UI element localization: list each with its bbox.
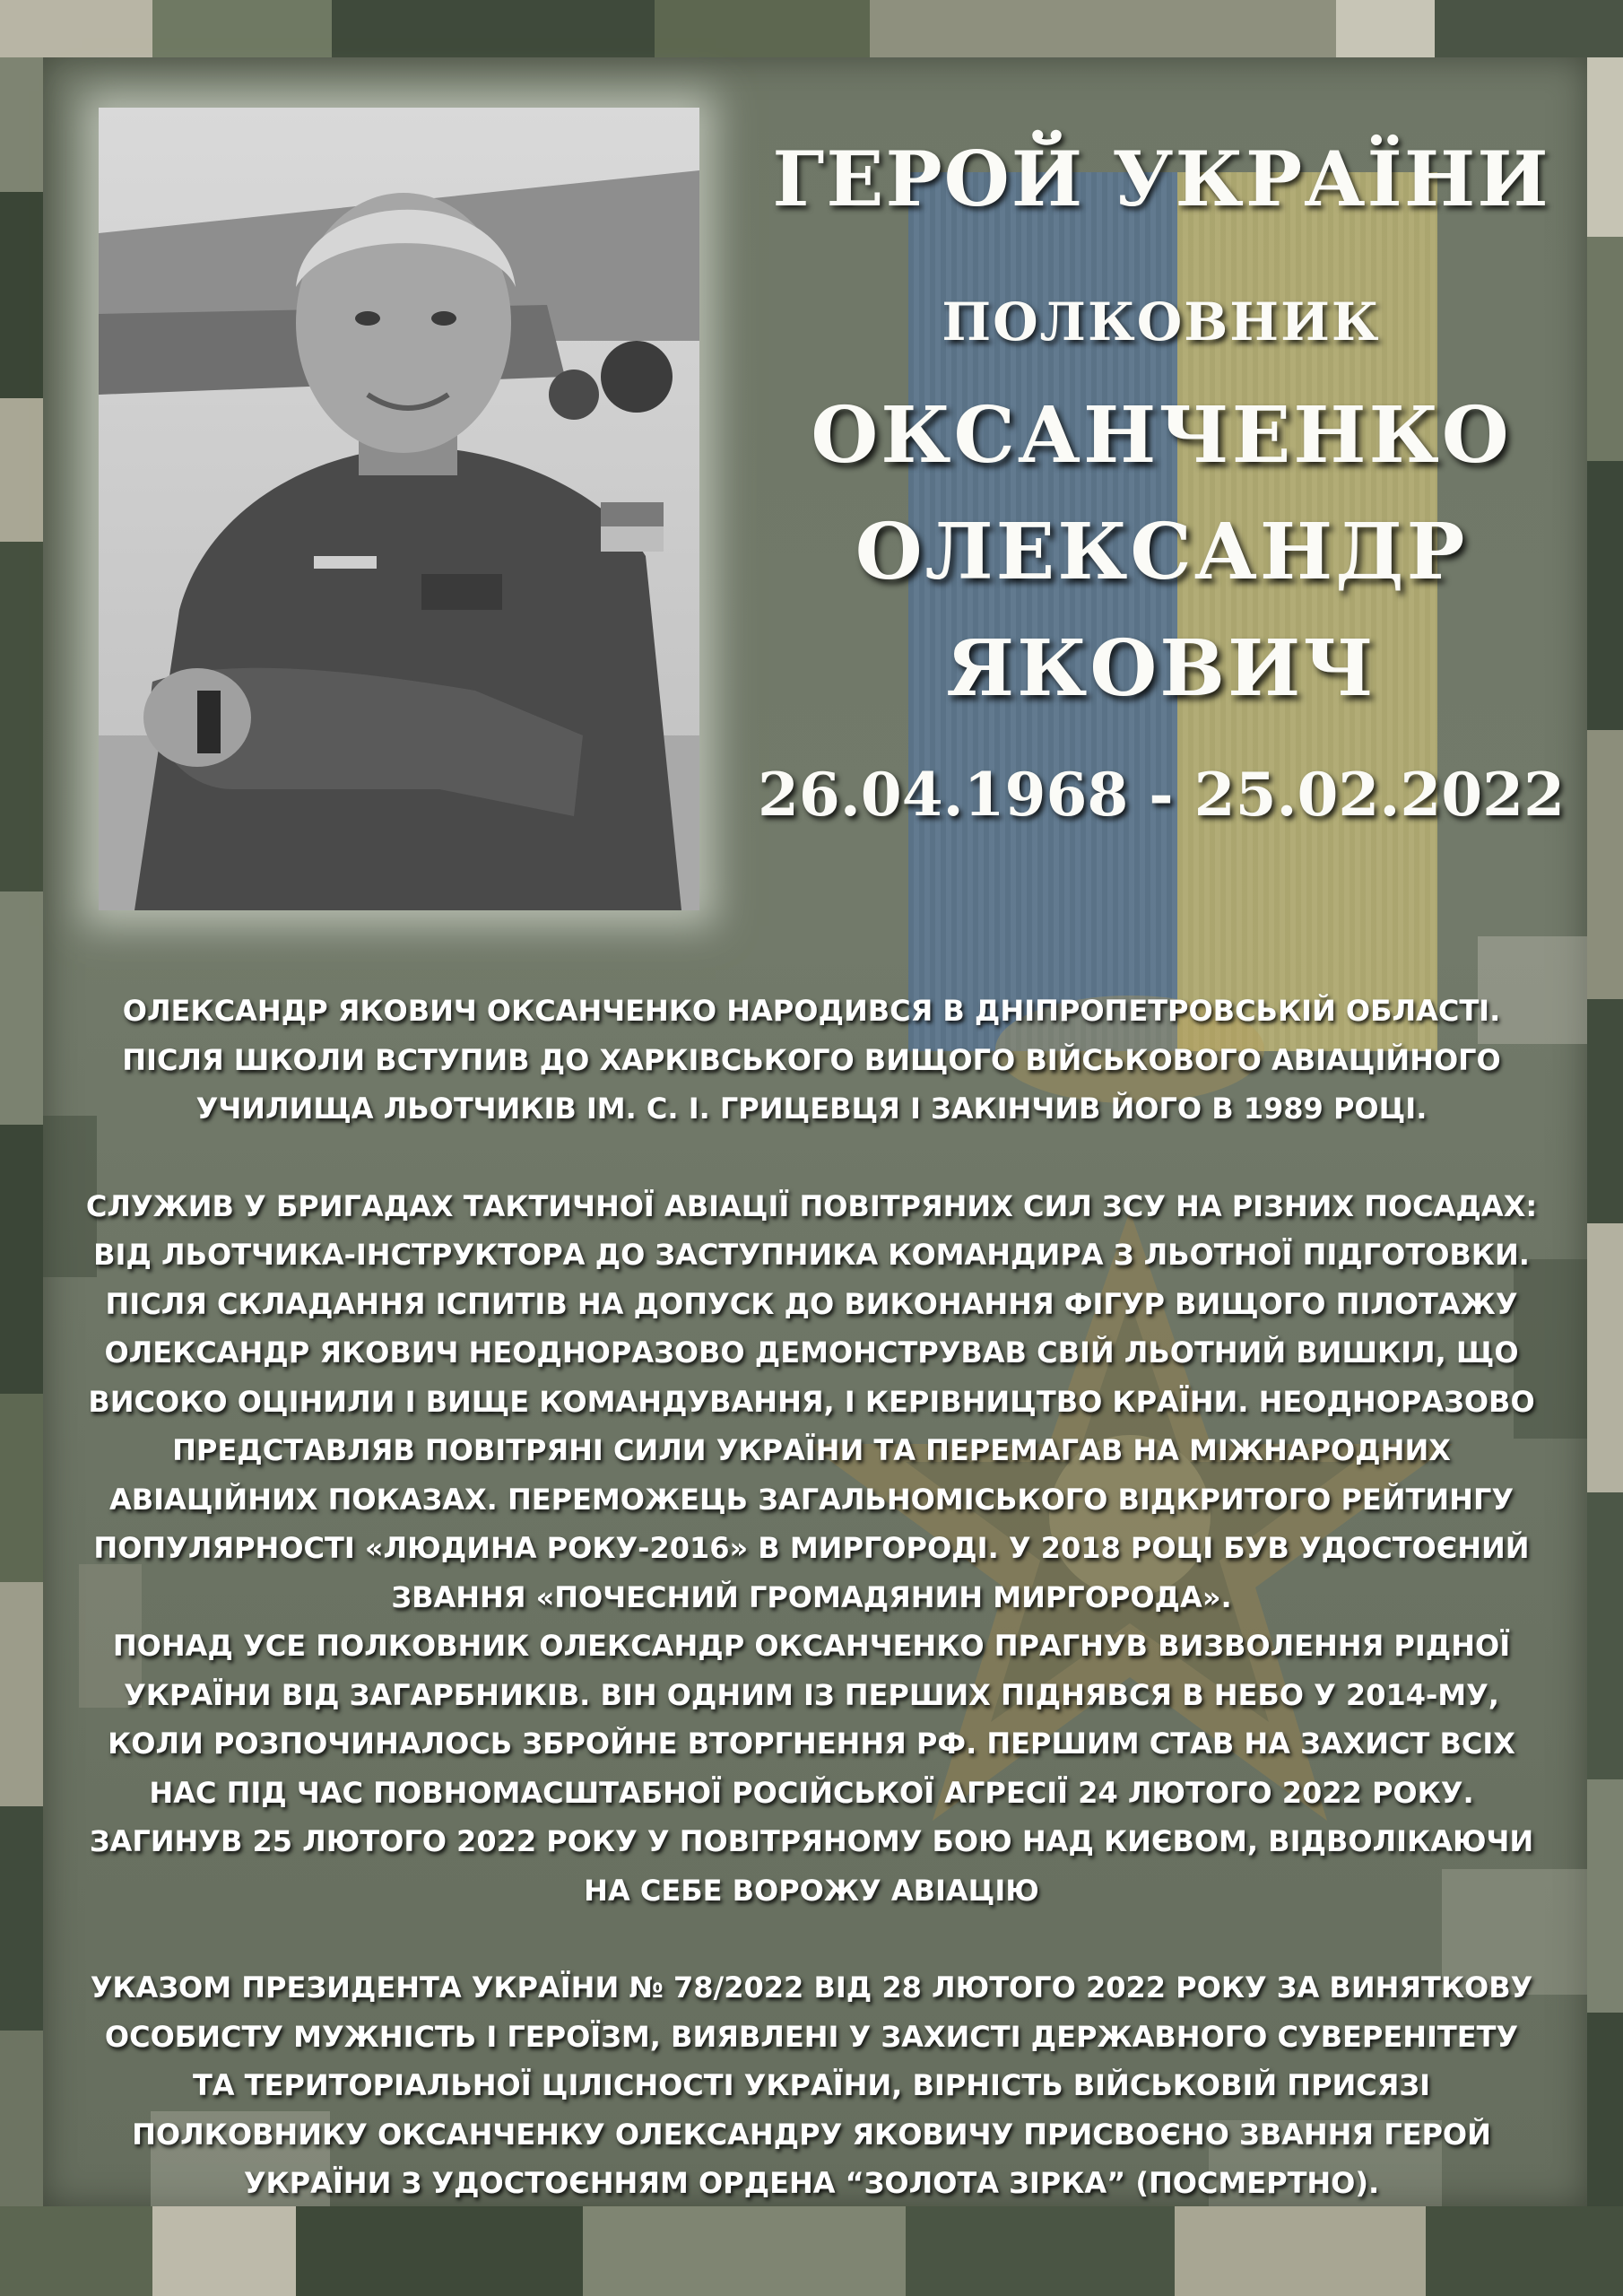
first-name: ОЛЕКСАНДР xyxy=(855,507,1468,597)
life-dates: 26.04.1968 - 25.02.2022 xyxy=(757,760,1566,830)
page-title: ГЕРОЙ УКРАЇНИ xyxy=(772,135,1550,223)
header-block xyxy=(735,135,1587,830)
rank-label: ПОЛКОВНИК xyxy=(942,291,1381,352)
hero-name xyxy=(735,378,1587,727)
bio-paragraph-combat: ПОНАД УСЕ ПОЛКОВНИК ОЛЕКСАНДР ОКСАНЧЕНКО ПРАГНУВ ВИЗВОЛЕННЯ РІДНОЇ УКРАЇНИ ВІД ЗАГАРБНИКІВ. ВІН ОДНИМ ІЗ ПЕРШИХ ПІДНЯВСЯ В НЕБО У 2014-МУ, КОЛИ РОЗПОЧИНАЛОСЬ ЗБРОЙНЕ ВТОРГНЕННЯ РФ. ПЕРШИМ СТАВ НА ЗАХИСТ ВСІХ НАС ПІД ЧАС ПОВНОМАСШТАБНОЇ РОСІЙСЬКОЇ АГРЕСІЇ 24 ЛЮТОГО 2022 РОКУ. ЗАГИНУВ 25 ЛЮТОГО 2022 РОКУ У ПОВІТРЯНОМУ БОЮ НАД КИЄВОМ, ВІДВОЛІКАЮЧИ НА СЕБЕ ВОРОЖУ АВІАЦІЮ xyxy=(89,1629,1534,1908)
biography-text xyxy=(85,987,1538,2208)
bio-paragraph-service: СЛУЖИВ У БРИГАДАХ ТАКТИЧНОЇ АВІАЦІЇ ПОВІТРЯНИХ СИЛ ЗСУ НА РІЗНИХ ПОСАДАХ: ВІД ЛЬОТЧИКА-ІНСТРУКТОРА ДО ЗАСТУПНИКА КОМАНДИРА З ЛЬОТНОЇ ПІДГОТОВКИ. ПІСЛЯ СКЛАДАННЯ ІСПИТІВ НА ДОПУСК ДО ВИКОНАННЯ ФІГУР ВИЩОГО ПІЛОТАЖУ ОЛЕКСАНДР ЯКОВИЧ НЕОДНОРАЗОВО ДЕМОНСТРУВАВ СВІЙ ЛЬОТНИЙ ВИШКІЛ, ЩО ВИСОКО ОЦІНИЛИ І ВИЩЕ КОМАНДУВАННЯ, І КЕРІВНИЦТВО КРАЇНИ. НЕОДНОРАЗОВО ПРЕДСТАВЛЯВ ПОВІТРЯНІ СИЛИ УКРАЇНИ ТА ПЕРЕМАГАВ НА МІЖНАРОДНИХ АВІАЦІЙНИХ ПОКАЗАХ. ПЕРЕМОЖЕЦЬ ЗАГАЛЬНОМІСЬКОГО ВІДКРИТОГО РЕЙТИНГУ ПОПУЛЯРНОСТІ «ЛЮДИНА РОКУ-2016» В МИРГОРОДІ. У 2018 РОЦІ БУВ УДОСТОЄНИЙ ЗВАННЯ «ПОЧЕСНИЙ ГРОМАДЯНИН МИРГОРОДА». xyxy=(85,1188,1538,1614)
bio-paragraph-award: УКАЗОМ ПРЕЗИДЕНТА УКРАЇНИ № 78/2022 ВІД 28 ЛЮТОГО 2022 РОКУ ЗА ВИНЯТКОВУ ОСОБИСТУ МУЖНІСТЬ І ГЕРОЇЗМ, ВИЯВЛЕНІ У ЗАХИСТІ ДЕРЖАВНОГО СУВЕРЕНІТЕТУ ТА ТЕРИТОРІАЛЬНОЇ ЦІЛІСНОСТІ УКРАЇНИ, ВІРНІСТЬ ВІЙСЬКОВІЙ ПРИСЯЗІ ПОЛКОВНИКУ ОКСАНЧЕНКУ ОЛЕКСАНДРУ ЯКОВИЧУ ПРИСВОЄНО ЗВАННЯ ГЕРОЙ УКРАЇНИ З УДОСТОЄННЯМ ОРДЕНА “ЗОЛОТА ЗІРКА” (ПОСМЕРТНО). xyxy=(90,1970,1533,2200)
patronymic: ЯКОВИЧ xyxy=(946,623,1376,714)
bio-paragraph-education: ОЛЕКСАНДР ЯКОВИЧ ОКСАНЧЕНКО НАРОДИВСЯ В ДНІПРОПЕТРОВСЬКІЙ ОБЛАСТІ. ПІСЛЯ ШКОЛИ ВСТУПИВ ДО ХАРКІВСЬКОГО ВИЩОГО ВІЙСЬКОВОГО АВІАЦІЙНОГО УЧИЛИЩА ЛЬОТЧИКІВ ІМ. С. І. ГРИЦЕВЦЯ І ЗАКІНЧИВ ЙОГО В 1989 РОЦІ. xyxy=(122,994,1501,1126)
portrait-photo xyxy=(99,108,699,910)
surname: ОКСАНЧЕНКО xyxy=(811,390,1512,481)
